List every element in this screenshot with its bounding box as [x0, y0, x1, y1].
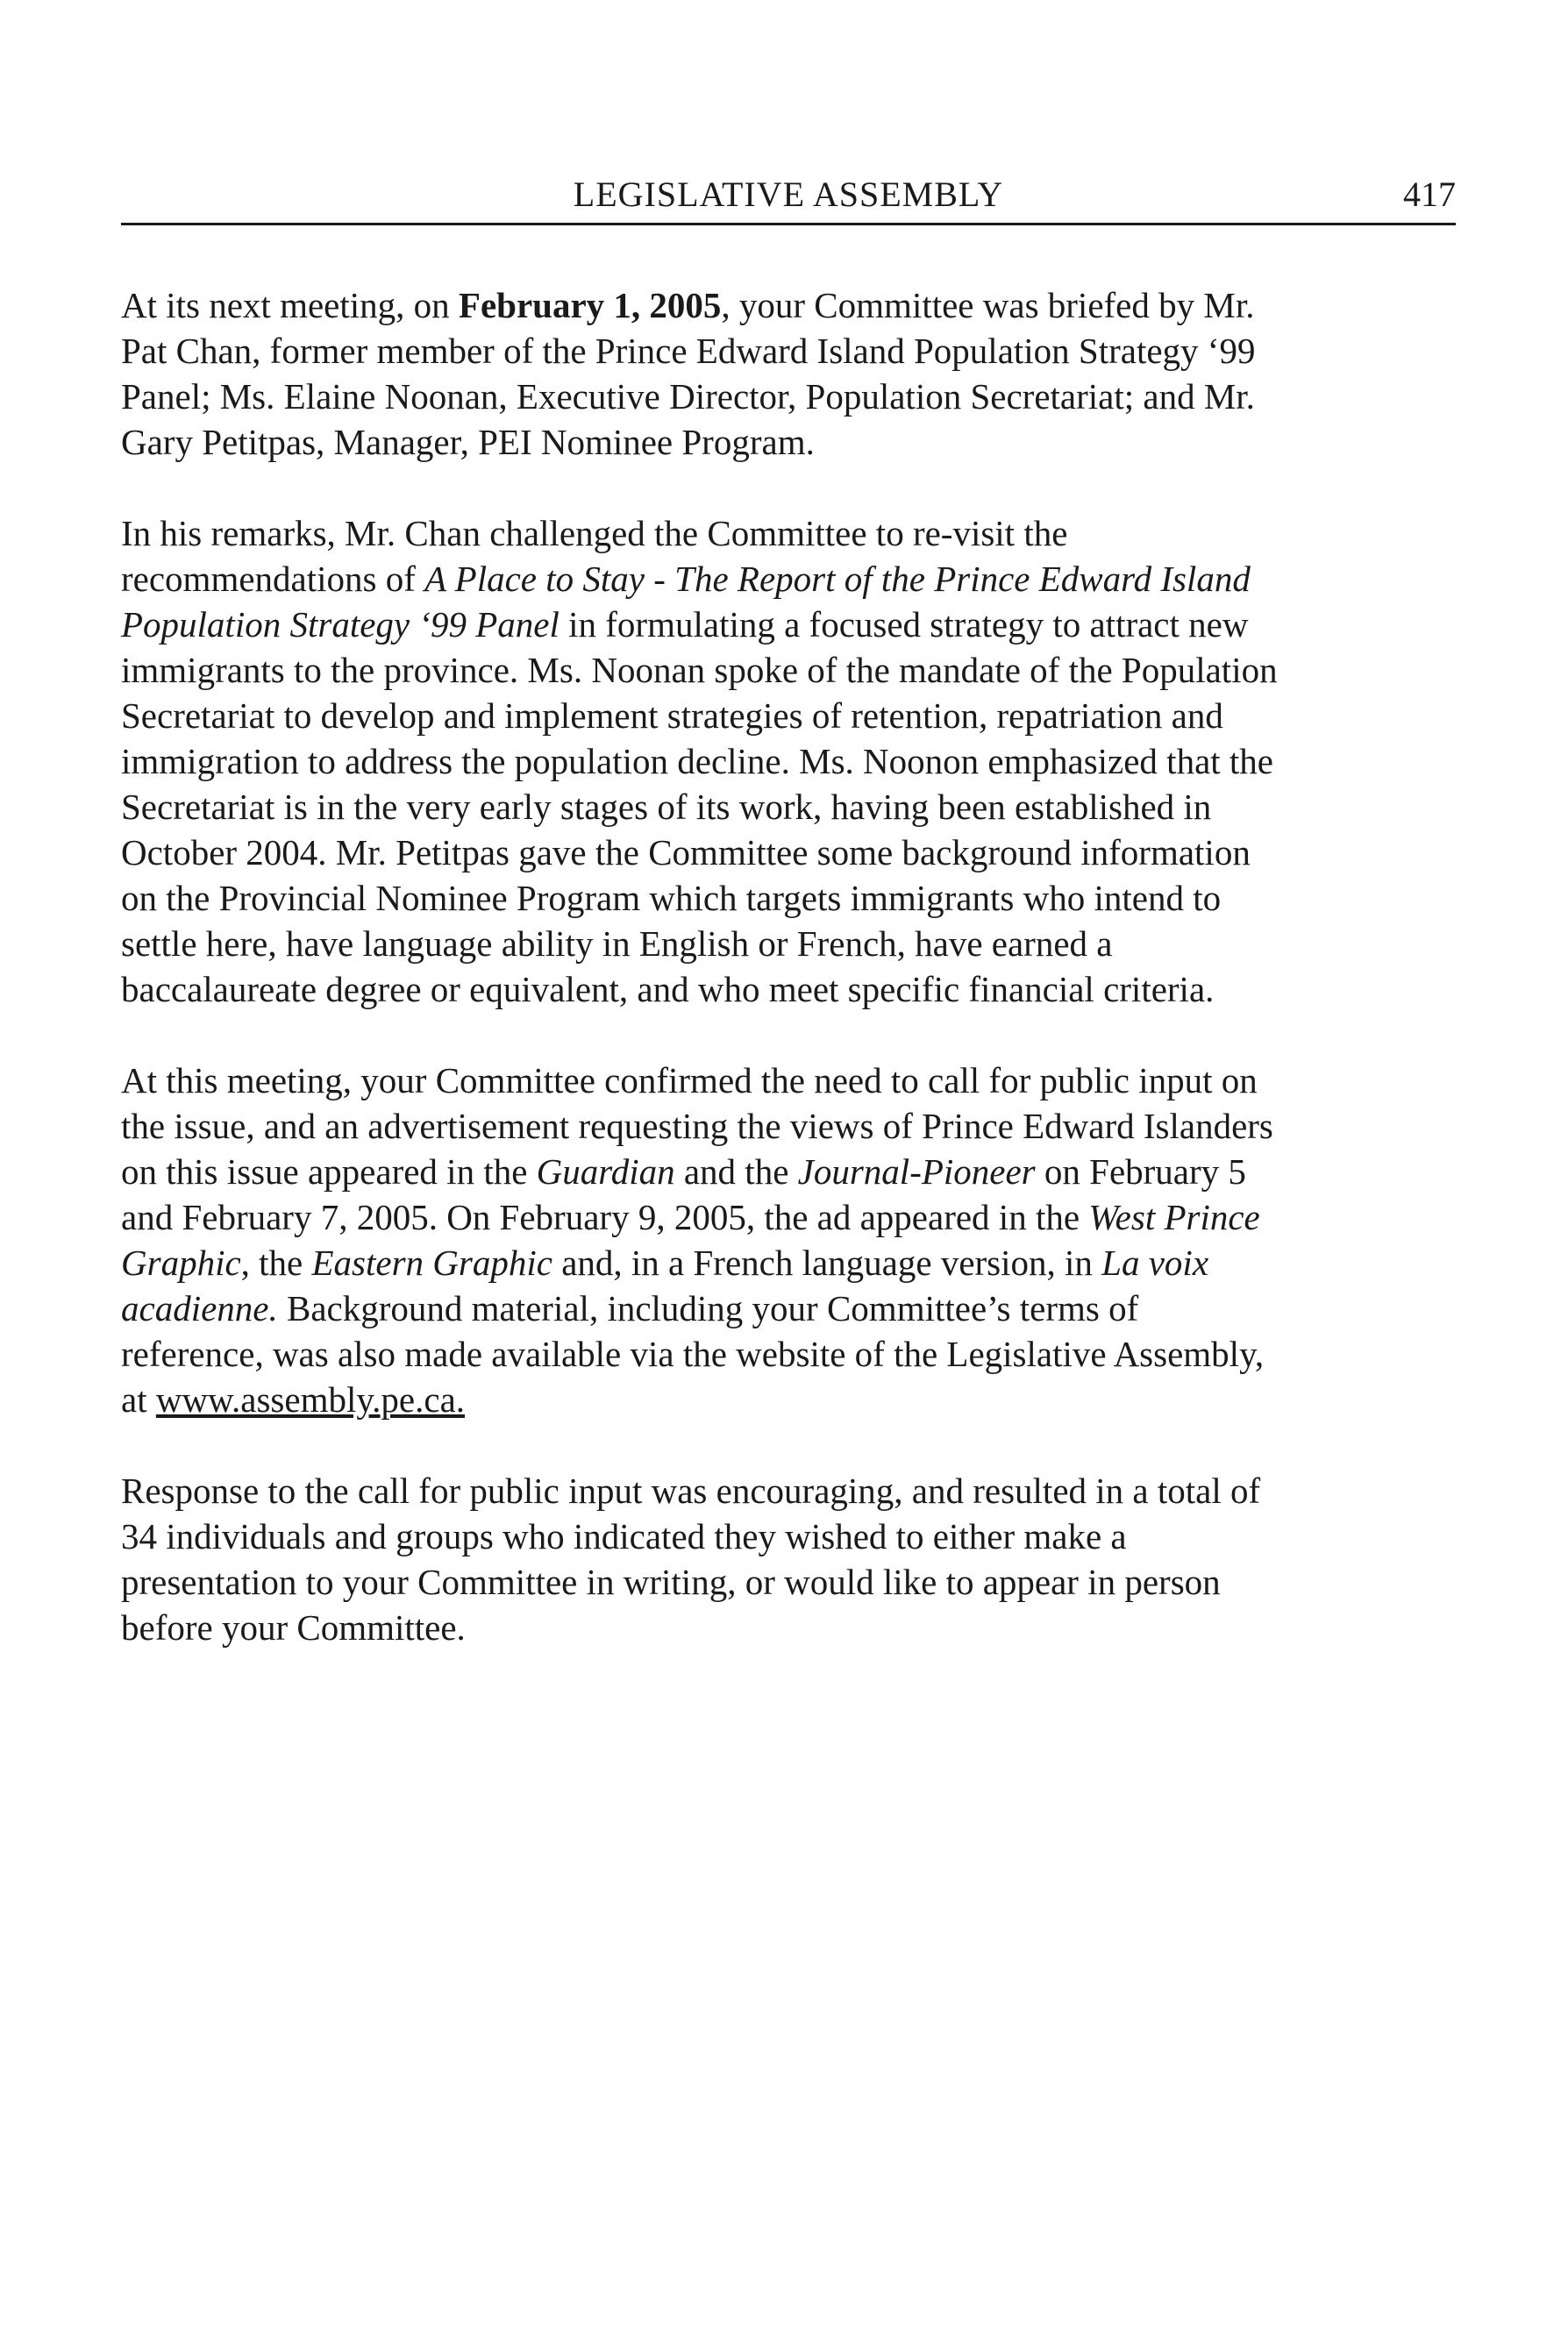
- text-line: the issue, and an advertisement requesting the views of Prince Edward Islanders: [121, 1106, 1273, 1146]
- paragraph-meeting-briefing: [121, 282, 1472, 465]
- text-line: before your Committee.: [121, 1607, 466, 1648]
- text-line: October 2004. Mr. Petitpas gave the Committee some background information: [121, 832, 1251, 872]
- publication-name: West Prince: [1088, 1197, 1260, 1237]
- text-line: settle here, have language ability in English or French, have earned a: [121, 923, 1113, 964]
- text-line: At this meeting, your Committee confirmed the need to call for public input on: [121, 1060, 1258, 1100]
- text-line: and February 7, 2005. On February 9, 2005, the ad appeared in the West Prince: [121, 1197, 1260, 1237]
- publication-name: Graphic: [121, 1243, 241, 1283]
- text-line: Panel; Ms. Elaine Noonan, Executive Director, Population Secretariat; and Mr.: [121, 376, 1255, 417]
- paragraph-public-input-call: [121, 1058, 1472, 1422]
- text-line: immigration to address the population decline. Ms. Noonon emphasized that the: [121, 741, 1274, 781]
- text-line: on the Provincial Nominee Program which targets immigrants who intend to: [121, 878, 1222, 918]
- assembly-website-link[interactable]: www.assembly.pe.ca.: [155, 1379, 466, 1420]
- publication-name: Eastern Graphic: [311, 1243, 552, 1283]
- text-line: Graphic, the Eastern Graphic and, in a French language version, in La voix: [121, 1243, 1209, 1283]
- text-line: 34 individuals and groups who indicated they wished to either make a: [121, 1516, 1127, 1556]
- report-title: Population Strategy ‘99 Panel: [121, 604, 559, 645]
- text-line: acadienne. Background material, including your Committee’s terms of: [121, 1288, 1139, 1328]
- text-line: immigrants to the province. Ms. Noonan spoke of the mandate of the Population: [121, 650, 1278, 690]
- meeting-date: February 1, 2005: [458, 285, 722, 325]
- publication-name: Journal-Pioneer: [797, 1151, 1036, 1192]
- text-line: Pat Chan, former member of the Prince Edward Island Population Strategy ‘99: [121, 331, 1256, 371]
- text-line: presentation to your Committee in writing, or would like to appear in person: [121, 1562, 1221, 1602]
- publication-name: Guardian: [536, 1151, 675, 1192]
- text-line: Secretariat is in the very early stages of its work, having been established in: [121, 787, 1212, 827]
- text-line: Response to the call for public input was encouraging, and resulted in a total of: [121, 1471, 1261, 1511]
- text-line: recommendations of A Place to Stay - The Report of the Prince Edward Island: [121, 559, 1251, 599]
- publication-name: acadienne.: [121, 1288, 278, 1328]
- text-line: Population Strategy ‘99 Panel in formulating a focused strategy to attract new: [121, 604, 1249, 645]
- page-header: [121, 172, 1456, 225]
- paragraph-remarks: [121, 510, 1472, 1012]
- publication-name: La voix: [1101, 1243, 1209, 1283]
- text-line: Secretariat to develop and implement strategies of retention, repatriation and: [121, 695, 1223, 736]
- text-line: At its next meeting, on February 1, 2005, your Committee was briefed by Mr.: [121, 285, 1255, 325]
- text-line: reference, was also made available via the website of the Legislative Assembly,: [121, 1334, 1265, 1374]
- text-line: In his remarks, Mr. Chan challenged the Committee to re-visit the: [121, 513, 1068, 553]
- text-line: baccalaureate degree or equivalent, and who meet specific financial criteria.: [121, 969, 1215, 1009]
- report-title: A Place to Stay - The Report of the Prince Edward Island: [424, 559, 1251, 599]
- page-number: 417: [1403, 174, 1456, 214]
- running-header-title: LEGISLATIVE ASSEMBLY: [573, 174, 1004, 214]
- paragraph-response: [121, 1468, 1472, 1650]
- text-line: on this issue appeared in the Guardian and the Journal-Pioneer on February 5: [121, 1151, 1246, 1192]
- text-line: at www.assembly.pe.ca.: [121, 1379, 466, 1420]
- document-body: [121, 282, 1472, 1696]
- text-line: Gary Petitpas, Manager, PEI Nominee Program.: [121, 422, 815, 462]
